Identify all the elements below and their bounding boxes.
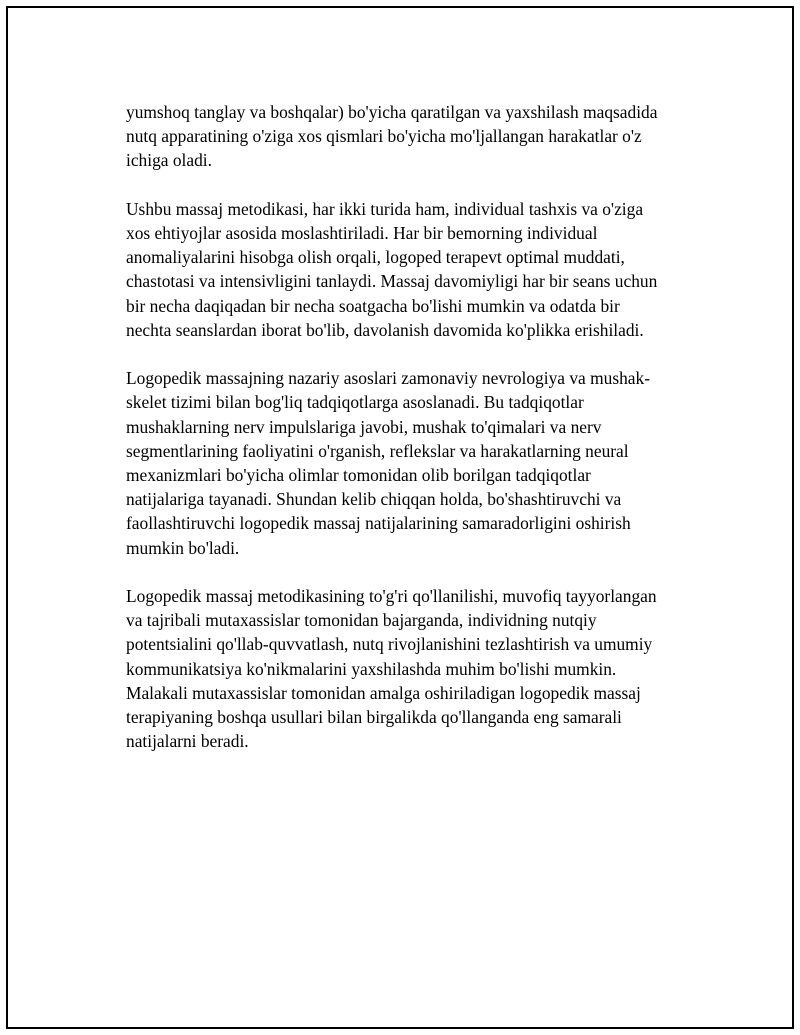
- text-line: Ushbu massaj metodikasi, har ikki turida ham, individual tashxis va o'ziga: [126, 198, 644, 219]
- text-line: yumshoq tanglay va boshqalar) bo'yicha qaratilgan va yaxshilash maqsadida: [126, 102, 658, 122]
- text-line: skelet tizimi bilan bog'liq tadqiqotlarga asoslanadi. Bu tadqiqotlar: [126, 392, 584, 413]
- text-line: mushaklarning nerv impulslariga javobi, mushak to'qimalari va nerv: [126, 416, 602, 437]
- text-line: Logopedik massajning nazariy asoslari zamonaviy nevrologiya va mushak-: [126, 368, 650, 389]
- text-line: va tajribali mutaxassislar tomonidan bajarganda, individning nutqiy: [126, 610, 597, 631]
- paragraph-1: [126, 100, 692, 173]
- paragraph-2: [126, 197, 692, 342]
- text-line: kommunikatsiya ko'nikmalarini yaxshilashda muhim bo'lishi mumkin.: [126, 658, 617, 679]
- text-line: chastotasi va intensivligini tanlaydi. Massaj davomiyligi har bir seans uchun: [126, 271, 658, 292]
- text-line: nechta seanslardan iborat bo'lib, davolanish davomida ko'plikka erishiladi.: [126, 319, 644, 340]
- text-line: xos ehtiyojlar asosida moslashtiriladi. Har bir bemorning individual: [126, 223, 598, 243]
- text-line: natijalarni beradi.: [126, 731, 249, 752]
- text-line: potentsialini qo'llab-quvvatlash, nutq rivojlanishini tezlashtirish va umumiy: [126, 634, 653, 655]
- text-line: natijalariga tayanadi. Shundan kelib chiqqan holda, bo'shashtiruvchi va: [126, 489, 622, 510]
- text-line: nutq apparatining o'ziga xos qismlari bo'yicha mo'ljallangan harakatlar o'z: [126, 126, 642, 147]
- text-line: Logopedik massaj metodikasining to'g'ri qo'llanilishi, muvofiq tayyorlangan: [126, 586, 657, 607]
- paragraph-3: [126, 366, 692, 560]
- text-line: bir necha daqiqadan bir necha soatgacha bo'lishi mumkin va odatda bir: [126, 295, 620, 316]
- paragraph-4: [126, 584, 692, 753]
- text-line: anomaliyalarini hisobga olish orqali, logoped terapevt optimal muddati,: [126, 247, 625, 268]
- page-frame: [6, 6, 794, 1029]
- text-line: faollashtiruvchi logopedik massaj natijalarining samaradorligini oshirish: [126, 513, 631, 534]
- text-line: segmentlarining faoliyatini o'rganish, reflekslar va harakatlarning neural: [126, 440, 629, 461]
- text-line: mumkin bo'ladi.: [126, 537, 240, 558]
- text-line: Malakali mutaxassislar tomonidan amalga oshiriladigan logopedik massaj: [126, 682, 641, 703]
- document-body: [126, 100, 692, 778]
- text-line: ichiga oladi.: [126, 150, 212, 171]
- text-line: mexanizmlari bo'yicha olimlar tomonidan olib borilgan tadqiqotlar: [126, 465, 591, 486]
- text-line: terapiyaning boshqa usullari bilan birgalikda qo'llanganda eng samarali: [126, 707, 622, 728]
